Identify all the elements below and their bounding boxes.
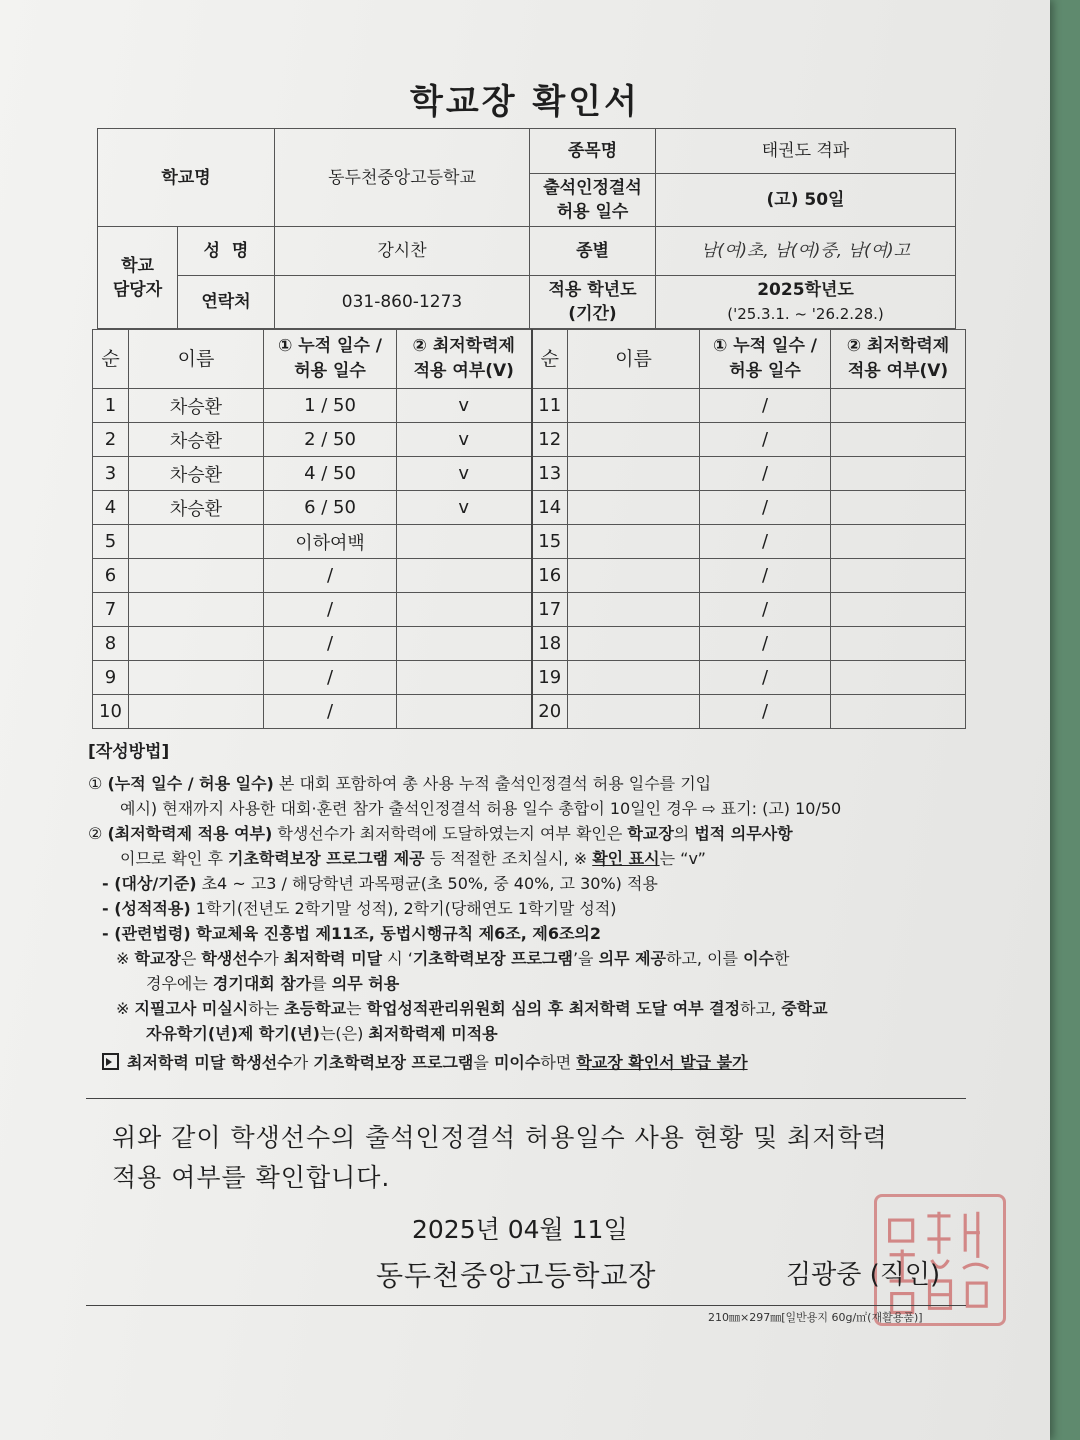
header-minimum-right-line2: 적용 여부(V) [847, 361, 949, 381]
row-minimum-check [831, 389, 966, 423]
row-cumulative-days: / [700, 491, 831, 525]
header-minimum [397, 330, 532, 389]
row-number: 19 [532, 661, 568, 695]
year-value-text: 2025학년도 [757, 280, 854, 300]
table-row [93, 491, 966, 525]
row-cumulative-days: / [264, 627, 397, 661]
row-number: 20 [532, 695, 568, 729]
method-text: 하는 [248, 999, 285, 1018]
principal-school: 동두천중앙고등학교장 [376, 1259, 657, 1292]
method-term: - (대상/기준) [102, 874, 197, 893]
row-number: 7 [93, 593, 129, 627]
row-minimum-check: v [397, 389, 532, 423]
row-number: 17 [532, 593, 568, 627]
note-mark: ※ [116, 949, 135, 968]
method-line-6 [88, 896, 978, 921]
row-number: 9 [93, 661, 129, 695]
method-line-7 [88, 921, 978, 946]
header-minimum-right [831, 330, 966, 389]
row-cumulative-days: / [700, 525, 831, 559]
method-term: 기초학력보장 프로그램 [412, 949, 573, 968]
method-text: 를 [311, 974, 332, 993]
row-minimum-check [397, 695, 532, 729]
row-number: 4 [93, 491, 129, 525]
contact-value: 031-860-1273 [275, 276, 530, 329]
row-minimum-check [397, 593, 532, 627]
method-text: 이므로 확인 후 [120, 849, 228, 868]
header-cumulative-line2: 허용 일수 [294, 361, 366, 381]
row-minimum-check [831, 559, 966, 593]
method-text: 는 [346, 999, 367, 1018]
row-number: 12 [532, 423, 568, 457]
row-name [568, 389, 700, 423]
row-cumulative-days: / [700, 389, 831, 423]
year-label-line1: 적용 학년도 [548, 280, 637, 300]
table-row [93, 457, 966, 491]
row-name: 차승환 [129, 389, 264, 423]
row-cumulative-days: / [700, 661, 831, 695]
paper-spec: 210㎜×297㎜[일반용지 60g/㎡(재활용품)] [708, 1311, 923, 1324]
table-row [93, 661, 966, 695]
table-row [93, 627, 966, 661]
table-row [93, 389, 966, 423]
method-term: 미이수 [493, 1053, 541, 1072]
divider-bottom [86, 1305, 966, 1306]
year-period: ('25.3.1. ~ '26.2.28.) [727, 305, 884, 323]
row-name [568, 593, 700, 627]
method-line-1 [88, 771, 978, 796]
row-name [129, 593, 264, 627]
row-number: 3 [93, 457, 129, 491]
method-text: 의 [673, 824, 695, 843]
method-text: 는 “v” [659, 849, 706, 868]
absence-value: (고) 50일 [656, 174, 956, 227]
method-text: 하고, [740, 999, 782, 1018]
method-term: 초등학교 [284, 999, 347, 1018]
row-name [129, 627, 264, 661]
table-row [93, 559, 966, 593]
manager-label-line1: 학교 [121, 255, 154, 276]
year-label-line2: (기간) [568, 304, 617, 324]
absence-label-line2: 허용 일수 [556, 202, 629, 222]
row-name [129, 661, 264, 695]
row-cumulative-days: 2 / 50 [264, 423, 397, 457]
attendance-table [92, 329, 966, 729]
method-line-2: 예시) 현재까지 사용한 대회·훈련 참가 출석인정결석 허용 일수 총합이 10일인 경우 ⇨ 표기: (고) 10/50 [120, 799, 842, 818]
method-text: 가 [292, 1053, 314, 1072]
method-term: 법적 의무사항 [694, 824, 793, 843]
row-minimum-check [831, 661, 966, 695]
manager-label [98, 227, 178, 329]
method-term: 최저학력제 미적용 [368, 1024, 498, 1043]
category-label: 종별 [530, 227, 656, 276]
row-number: 8 [93, 627, 129, 661]
row-minimum-check [831, 423, 966, 457]
row-name [568, 457, 700, 491]
absence-label-line1: 출석인정결석 [543, 178, 642, 198]
row-number: 16 [532, 559, 568, 593]
row-name [129, 559, 264, 593]
name-value: 강시찬 [275, 227, 530, 276]
header-name: 이름 [129, 330, 264, 389]
event-value: 태권도 격파 [656, 129, 956, 174]
row-cumulative-days: / [264, 559, 397, 593]
method-line-9 [88, 971, 978, 996]
row-name [568, 627, 700, 661]
row-cumulative-days: 1 / 50 [264, 389, 397, 423]
confirmation-text [112, 1118, 972, 1198]
method-line-8 [88, 946, 978, 971]
row-number: 2 [93, 423, 129, 457]
row-cumulative-days: / [264, 593, 397, 627]
row-name: 차승환 [129, 423, 264, 457]
row-minimum-check [831, 457, 966, 491]
row-minimum-check: v [397, 423, 532, 457]
header-cumulative-right-line2: 허용 일수 [729, 361, 801, 381]
method-term: 기초학력보장 프로그램 제공 [228, 849, 425, 868]
header-no-right: 순 [532, 330, 568, 389]
issue-date: 2025년 04월 11일 [412, 1215, 628, 1244]
method-term: 자유학기(년)제 학기(년) [146, 1024, 320, 1043]
method-term: 학생선수 [201, 949, 264, 968]
divider-top [86, 1098, 966, 1099]
row-number: 5 [93, 525, 129, 559]
row-number: 6 [93, 559, 129, 593]
method-text: 을 [473, 1053, 494, 1072]
row-name: 차승환 [129, 491, 264, 525]
method-text: 하면 [540, 1053, 577, 1072]
table-row [93, 525, 966, 559]
year-label [530, 276, 656, 329]
row-name [568, 695, 700, 729]
header-no: 순 [93, 330, 129, 389]
confirmation-line-2: 적용 여부를 확인합니다. [112, 1163, 391, 1192]
method-text: 가 [263, 949, 284, 968]
circle-two: ② [88, 824, 103, 843]
row-number: 11 [532, 389, 568, 423]
principal-name: 김광중 (직인) [786, 1260, 941, 1290]
row-number: 14 [532, 491, 568, 525]
row-number: 10 [93, 695, 129, 729]
row-name: 차승환 [129, 457, 264, 491]
row-minimum-check [831, 695, 966, 729]
method-text: 등 적절한 조치실시, ※ [424, 849, 593, 868]
category-value: 남(여)초, 남(여)중, 남(여)고 [656, 227, 956, 276]
manager-label-line2: 담당자 [112, 279, 163, 300]
method-term: (최저학력제 적용 여부) [107, 824, 273, 843]
method-text: 는(은) [319, 1024, 369, 1043]
method-term: 의무 제공 [598, 949, 667, 968]
row-cumulative-days: / [700, 695, 831, 729]
row-number: 13 [532, 457, 568, 491]
header-name-right: 이름 [568, 330, 700, 389]
method-term: 경기대회 참가 [212, 974, 312, 993]
method-text: 학생선수가 최저학력에 도달하였는지 여부 확인은 [272, 824, 628, 843]
row-number: 15 [532, 525, 568, 559]
table-row [93, 695, 966, 729]
method-term: 확인 표시 [592, 849, 660, 868]
method-term: 학업성적관리위원회 심의 후 최저학력 도달 여부 결정 [366, 999, 741, 1018]
method-term: 학교장 [134, 949, 181, 968]
header-minimum-line1: ② 최저학력제 [412, 336, 515, 356]
school-value: 동두천중앙고등학교 [275, 129, 530, 227]
row-minimum-check [397, 627, 532, 661]
method-term: 중학교 [781, 999, 828, 1018]
row-minimum-check: v [397, 491, 532, 525]
name-label: 성 명 [178, 227, 275, 276]
document-title: 학교장 확인서 [410, 82, 640, 122]
row-cumulative-days: / [700, 627, 831, 661]
row-minimum-check [397, 559, 532, 593]
method-term: 기초학력보장 프로그램 [313, 1053, 474, 1072]
method-text: ’을 [572, 949, 599, 968]
row-cumulative-days: / [264, 695, 397, 729]
contact-label: 연락처 [178, 276, 275, 329]
method-text: 경우에는 [146, 974, 213, 993]
header-minimum-right-line1: ② 최저학력제 [846, 336, 950, 356]
table-row [93, 423, 966, 457]
row-cumulative-days: / [700, 457, 831, 491]
header-cumulative-right-line1: ① 누적 일수 / [712, 336, 818, 356]
year-value [656, 276, 956, 329]
method-line-11 [88, 1021, 978, 1046]
row-number: 1 [93, 389, 129, 423]
row-cumulative-days: / [700, 593, 831, 627]
method-text: 1학기(전년도 2학기말 성적), 2학기(당해연도 1학기말 성적) [190, 899, 617, 918]
method-term: 최저학력 미달 [283, 949, 383, 968]
method-text: 초4 ~ 고3 / 해당학년 과목평균(초 50%, 중 40%, 고 30%) 적용 [196, 874, 658, 893]
method-term: 최저학력 미달 학생선수 [127, 1053, 293, 1072]
header-cumulative-right [700, 330, 831, 389]
row-cumulative-days: / [700, 559, 831, 593]
method-text: 은 [180, 949, 202, 968]
row-minimum-check [397, 661, 532, 695]
row-name [568, 525, 700, 559]
absence-label [530, 174, 656, 227]
method-term: 학교장 확인서 발급 불가 [576, 1053, 748, 1072]
method-text: 시 ‘ [382, 949, 413, 968]
method-line-3 [88, 821, 978, 846]
row-name [568, 423, 700, 457]
method-term: (누적 일수 / 허용 일수) [107, 774, 274, 793]
header-minimum-line2: 적용 여부(V) [413, 361, 514, 381]
row-cumulative-days: 6 / 50 [264, 491, 397, 525]
event-label: 종목명 [530, 129, 656, 174]
row-minimum-check: v [397, 457, 532, 491]
method-term: 의무 허용 [331, 974, 400, 993]
row-name [568, 559, 700, 593]
writing-method [88, 740, 978, 1075]
table-row [93, 593, 966, 627]
attendance-rows [93, 389, 966, 729]
method-text: 본 대회 포함하여 총 사용 누적 출석인정결석 허용 일수를 기입 [273, 774, 712, 793]
note-mark: ※ [116, 999, 135, 1018]
circle-one: ① [88, 774, 103, 793]
row-cumulative-days: 이하여백 [264, 525, 397, 559]
method-text: 하고, 이를 [666, 949, 744, 968]
row-minimum-check [831, 593, 966, 627]
row-name [129, 695, 264, 729]
row-number: 18 [532, 627, 568, 661]
school-label: 학교명 [98, 129, 275, 227]
row-minimum-check [831, 491, 966, 525]
row-cumulative-days: / [700, 423, 831, 457]
method-line-5 [88, 871, 978, 896]
method-line-10 [88, 996, 978, 1021]
row-name [568, 661, 700, 695]
header-cumulative [264, 330, 397, 389]
row-name [568, 491, 700, 525]
method-term: 지필고사 미실시 [134, 999, 249, 1018]
row-minimum-check [831, 525, 966, 559]
method-line-12 [88, 1050, 978, 1075]
row-cumulative-days: 4 / 50 [264, 457, 397, 491]
row-cumulative-days: / [264, 661, 397, 695]
method-term: - (성적적용) [102, 899, 191, 918]
method-text: 한 [774, 949, 790, 968]
confirmation-line-1: 위와 같이 학생선수의 출석인정결석 허용일수 사용 현황 및 최저학력 [112, 1123, 888, 1152]
arrow-box-icon [102, 1053, 119, 1070]
method-term: 이수 [743, 949, 775, 968]
method-heading: [작성방법] [88, 742, 170, 762]
row-minimum-check [831, 627, 966, 661]
method-term: - (관련법령) 학교체육 진흥법 제11조, 동법시행규칙 제6조, 제6조의2 [102, 924, 602, 943]
method-term: 학교장 [627, 824, 674, 843]
method-line-4 [88, 846, 978, 871]
row-minimum-check [397, 525, 532, 559]
header-cumulative-line1: ① 누적 일수 / [277, 336, 383, 356]
row-name [129, 525, 264, 559]
info-table [97, 128, 956, 329]
